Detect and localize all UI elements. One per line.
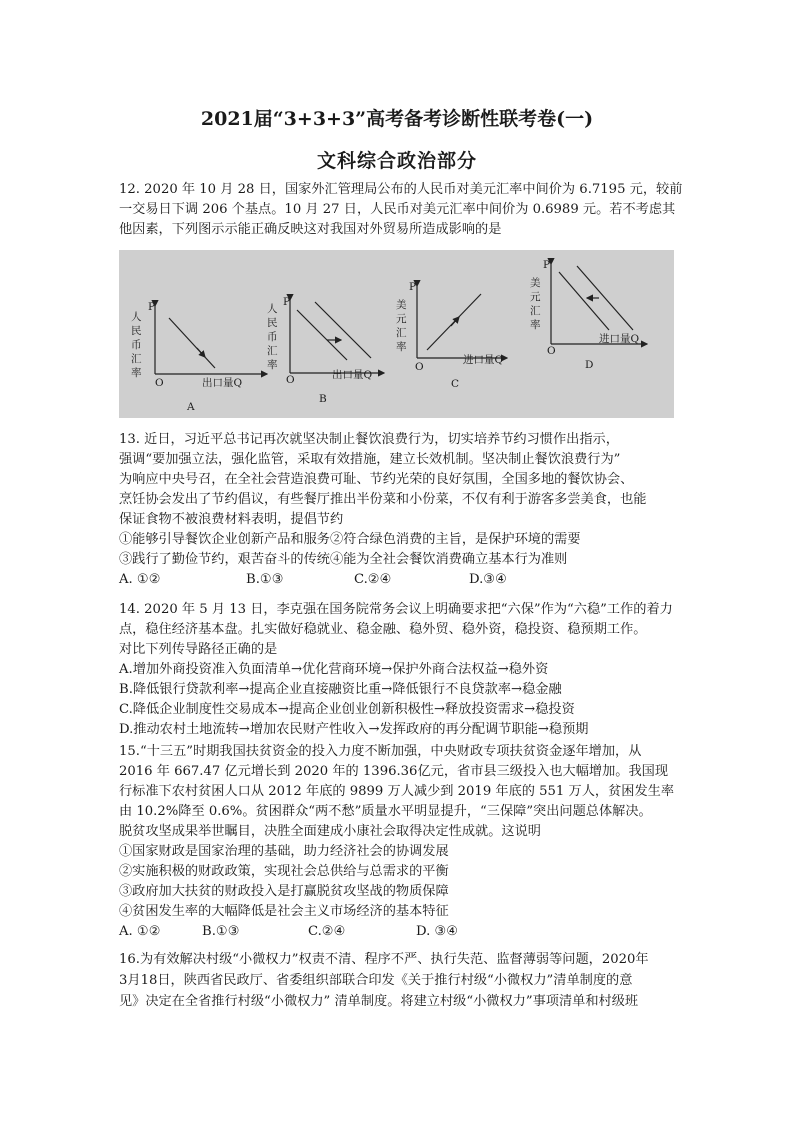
- graph-a-ylabel-2: 民: [131, 325, 142, 337]
- q16-line: 见》决定在全省推行村级“小微权力” 清单制度。将建立村级“小微权力”事项清单和村级班: [119, 994, 639, 1009]
- graph-c-ylabel-1: 美: [396, 299, 407, 311]
- q12-figure: [119, 250, 674, 418]
- graph-a-curve: [169, 318, 215, 368]
- graph-a-arrow: [197, 348, 205, 357]
- q13-statement: ①能够引导餐饮企业创新产品和服务②符合绿色消费的主旨，是保护环境的需要: [119, 532, 581, 547]
- graph-d-ylabel-3: 汇: [530, 305, 541, 317]
- graph-c-x-label: 进口量Q: [463, 354, 504, 366]
- graph-a-origin: O: [155, 377, 164, 389]
- question-16: [119, 950, 674, 1013]
- graph-b: [267, 296, 384, 405]
- graph-c-p-label: P: [409, 281, 417, 293]
- graph-d-id: D: [585, 359, 594, 371]
- q15-line: 由 10.2%降至 0.6%。贫困群众“两不愁”质量水平明显提升，“三保障”突出问题总体解决。: [119, 804, 652, 819]
- q12-line: 他因素，下列图示示能正确反映这对我国对外贸易所造成影响的是: [119, 222, 502, 237]
- graph-a-x-label: 出口量Q: [202, 377, 243, 389]
- q14-option-b[interactable]: B.降低银行贷款利率→提高企业直接融资比重→降低银行不良贷款率→稳金融: [119, 682, 562, 697]
- graph-a-p-label: P: [148, 301, 156, 313]
- q14-option-a[interactable]: A.增加外商投资准入负面清单→优化营商环境→保护外商合法权益→稳外资: [119, 662, 549, 677]
- graph-c-arrow: [451, 317, 459, 326]
- graph-d-p-label: P: [543, 259, 551, 271]
- q14-option-c[interactable]: C.降低企业制度性交易成本→提高企业创业创新积极性→释放投资需求→稳投资: [119, 702, 575, 717]
- graph-b-curve-1: [297, 310, 347, 360]
- q15-line: 行标准下农村贫困人口从 2012 年底的 9899 万人减少到 2019 年底的 551 万人，贫困发生率: [119, 784, 675, 799]
- graph-b-curve-2: [315, 302, 371, 358]
- graph-a-ylabel-3: 币: [131, 339, 142, 351]
- q15-option-d[interactable]: D. ③④: [416, 924, 459, 939]
- q12-line: 一交易日下调 206 个基点。10 月 27 日，人民币对美元汇率中间价为 0.6989 元。若不考虑其: [119, 202, 676, 217]
- graph-b-ylabel-2: 民: [267, 317, 278, 329]
- graph-d-ylabel-2: 元: [530, 291, 541, 303]
- graph-d: [530, 259, 647, 371]
- graph-a-ylabel-4: 汇: [131, 353, 142, 365]
- q15-statement: ①国家财政是国家治理的基础，助力经济社会的协调发展: [119, 844, 449, 859]
- question-14: [119, 600, 674, 740]
- graph-c-ylabel-4: 率: [396, 341, 407, 353]
- exam-title: 2021届“3+3+3”高考备考诊断性联考卷(一): [200, 108, 594, 130]
- question-15: [119, 742, 674, 942]
- question-12: [119, 180, 683, 240]
- q15-option-a[interactable]: A. ①②: [119, 924, 161, 939]
- q13-option-d[interactable]: D.③④: [469, 572, 507, 587]
- graph-b-ylabel-1: 人: [267, 303, 278, 315]
- graph-a-id: A: [187, 401, 195, 413]
- graph-d-origin: O: [547, 345, 556, 357]
- graph-b-ylabel-4: 汇: [267, 345, 278, 357]
- q12-line: 12. 2020 年 10 月 28 日，国家外汇管理局公布的人民币对美元汇率中间价为 6.7195 元，较前: [119, 182, 683, 197]
- q14-line: 14. 2020 年 5 月 13 日，李克强在国务院常务会议上明确要求把“六保”作为“六稳”工作的着力: [119, 602, 673, 617]
- graph-d-x-label: 进口量Q: [599, 333, 640, 345]
- graph-a: [131, 301, 267, 413]
- q15-statement: ②实施积极的财政政策，实现社会总供给与总需求的平衡: [119, 864, 449, 879]
- q14-line: 点，稳住经济基本盘。扎实做好稳就业、稳金融、稳外贸、稳外资，稳投资、稳预期工作。: [119, 622, 647, 637]
- graph-b-origin: O: [286, 374, 295, 386]
- q13-line: 烹饪协会发出了节约倡议，有些餐厅推出半份菜和小份菜，不仅有利于游客多尝美食，也能: [119, 492, 647, 507]
- graph-c: [396, 281, 507, 390]
- q15-line: 2016 年 667.47 亿元增长到 2020 年的 1396.36亿元，省市县三级投入也大幅增加。我国现: [119, 764, 669, 779]
- graph-d-ylabel-1: 美: [530, 277, 541, 289]
- q15-line: 15.“十三五”时期我国扶贫资金的投入力度不断加强，中央财政专项扶贫资金逐年增加，从: [119, 744, 642, 759]
- q15-option-c[interactable]: C.②④: [308, 924, 346, 939]
- graph-b-ylabel-5: 率: [267, 359, 278, 371]
- q15-line: 脱贫攻坚成果举世瞩目，决胜全面建成小康社会取得决定性成就。这说明: [119, 824, 541, 839]
- graph-b-p-label: P: [283, 296, 291, 308]
- question-13: [119, 430, 674, 590]
- q13-option-c[interactable]: C.②④: [354, 572, 392, 587]
- q13-line: 保证食物不被浪费材料表明，提倡节约: [119, 512, 344, 527]
- graph-b-id: B: [319, 393, 327, 405]
- graph-c-ylabel-2: 元: [396, 313, 407, 325]
- exam-subtitle: 文科综合政治部分: [316, 150, 477, 172]
- q13-line: 13. 近日，习近平总书记再次就坚决制止餐饮浪费行为，切实培养节约习惯作出指示，: [119, 432, 619, 447]
- q15-statement: ③政府加大扶贫的财政投入是打赢脱贫攻坚战的物质保障: [119, 884, 449, 899]
- graph-d-curve-1: [559, 272, 609, 330]
- graph-c-ylabel-3: 汇: [396, 327, 407, 339]
- exchange-rate-graphs: [119, 250, 674, 418]
- graph-a-ylabel-5: 率: [131, 367, 142, 379]
- graph-b-ylabel-3: 币: [267, 331, 278, 343]
- graph-a-ylabel-1: 人: [131, 311, 142, 323]
- graph-d-ylabel-4: 率: [530, 319, 541, 331]
- q14-line: 对比下列传导路径正确的是: [119, 642, 278, 657]
- q15-statement: ④贫困发生率的大幅降低是社会主义市场经济的基本特征: [119, 904, 449, 919]
- q16-line: 3月18日，陕西省民政厅、省委组织部联合印发《关于推行村级“小微权力”清单制度的意: [119, 973, 633, 988]
- q13-line: 为响应中央号召，在全社会营造浪费可耻、节约光荣的良好氛围，全国多地的餐饮协会、: [119, 472, 634, 487]
- graph-c-id: C: [451, 378, 460, 390]
- q13-option-a[interactable]: A. ①②: [119, 572, 161, 587]
- q15-option-b[interactable]: B.①③: [202, 924, 240, 939]
- q13-options: [119, 570, 674, 590]
- graph-c-origin: O: [415, 361, 424, 373]
- q16-line: 16.为有效解决村级“小微权力”权责不清、程序不严、执行失范、监督薄弱等问题，2020年: [119, 952, 649, 967]
- q14-option-d[interactable]: D.推动农村土地流转→增加农民财产性收入→发挥政府的再分配调节职能→稳预期: [119, 722, 589, 737]
- graph-d-curve-2: [577, 266, 633, 330]
- graph-b-x-label: 出口量Q: [332, 369, 373, 381]
- q13-option-b[interactable]: B.①③: [246, 572, 284, 587]
- q13-line: 强调“要加强立法，强化监管，采取有效措施，建立长效机制。坚决制止餐饮浪费行为”: [119, 452, 621, 467]
- q13-statement: ③践行了勤俭节约，艰苦奋斗的传统④能为全社会餐饮消费确立基本行为准则: [119, 552, 568, 567]
- q15-options: [119, 922, 674, 942]
